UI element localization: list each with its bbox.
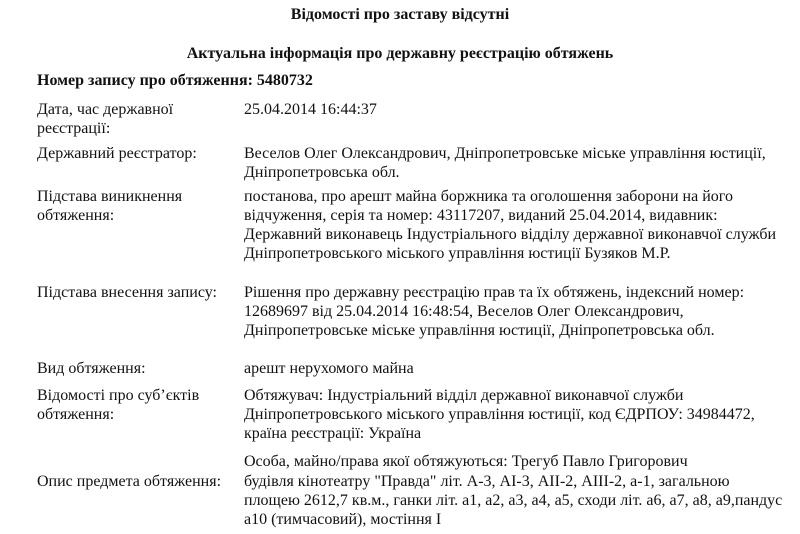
- encumbered-person-text: Особа, майно/права якої обтяжуються: Трегуб Павло Григорович: [244, 453, 688, 470]
- entry-basis-text: Рішення про державну реєстрацію прав та їх обтяжень, індексний номер: 12689697 від 25.04.2014 16:48:54, Веселов Олег Олександрович, Дніпропетровське міське управління юстиції, Дніпропетровська обл.: [244, 284, 745, 339]
- registration-date-text: 25.04.2014 16:44:37: [244, 101, 377, 118]
- registration-date-label: Дата, час державної реєстрації:: [37, 101, 174, 137]
- record-number-line: [37, 72, 313, 90]
- encumbrance-type-value: [244, 359, 789, 378]
- encumbrance-info-heading: Актуальна інформація про державну реєстрацію обтяжень: [186, 45, 614, 62]
- encumbrance-subjects-label: Відомості про суб’єктів обтяження:: [37, 387, 200, 423]
- encumbrance-type-label: Вид обтяження:: [37, 360, 146, 377]
- record-number-label: Номер запису про обтяження:: [37, 72, 253, 89]
- encumbrancer-text: Обтяжувач: Індустріальний відділ державної виконавчої служби Дніпропетровського міського управління юстиції, код ЄДРПОУ: 34984472, країна реєстрації: Україна: [244, 387, 755, 442]
- entry-basis-value: [244, 283, 789, 340]
- registrar-text: Веселов Олег Олександрович, Дніпропетровське міське управління юстиції, Дніпропетровська обл.: [244, 145, 766, 181]
- encumbrance-basis-label: Підстава виникнення обтяження:: [37, 188, 183, 224]
- registration-date-value: [244, 100, 789, 119]
- encumbrance-type-text: арешт нерухомого майна: [244, 360, 414, 377]
- encumbrance-subject-description-label: Опис предмета обтяження:: [37, 473, 222, 490]
- encumbrance-subject-description-text: будівля кінотеатру "Правда" літ. А-3, АІ-3, АІІ-2, АІІІ-2, а-1, загальною площею 2612,7 кв.м., ганки літ. а1, а2, а3, а4, а5, сходи літ. а6, а7, а8, а9,пандус а10 (тимчасовий), мостіння І: [244, 473, 783, 528]
- encumbrance-basis-value: [244, 187, 789, 263]
- pledge-info-heading: Відомості про заставу відсутні: [290, 6, 510, 23]
- registrar-value: [244, 144, 789, 182]
- encumbrance-basis-text: постанова, про арешт майна боржника та оголошення заборони на його відчуження, серія та номер: 43117207, виданий 25.04.2014, видавник: Державний виконавець Індустріального відділу державної виконавчої служби Дніпропетровського міського управління юстиції Бузяков М.Р.: [244, 188, 777, 262]
- entry-basis-label: Підстава внесення запису:: [37, 284, 217, 301]
- encumbrance-subject-description-value: [244, 472, 789, 529]
- encumbrance-subjects-value: [244, 386, 789, 471]
- registrar-label: Державний реєстратор:: [37, 145, 197, 162]
- record-number-value: 5480732: [256, 72, 313, 89]
